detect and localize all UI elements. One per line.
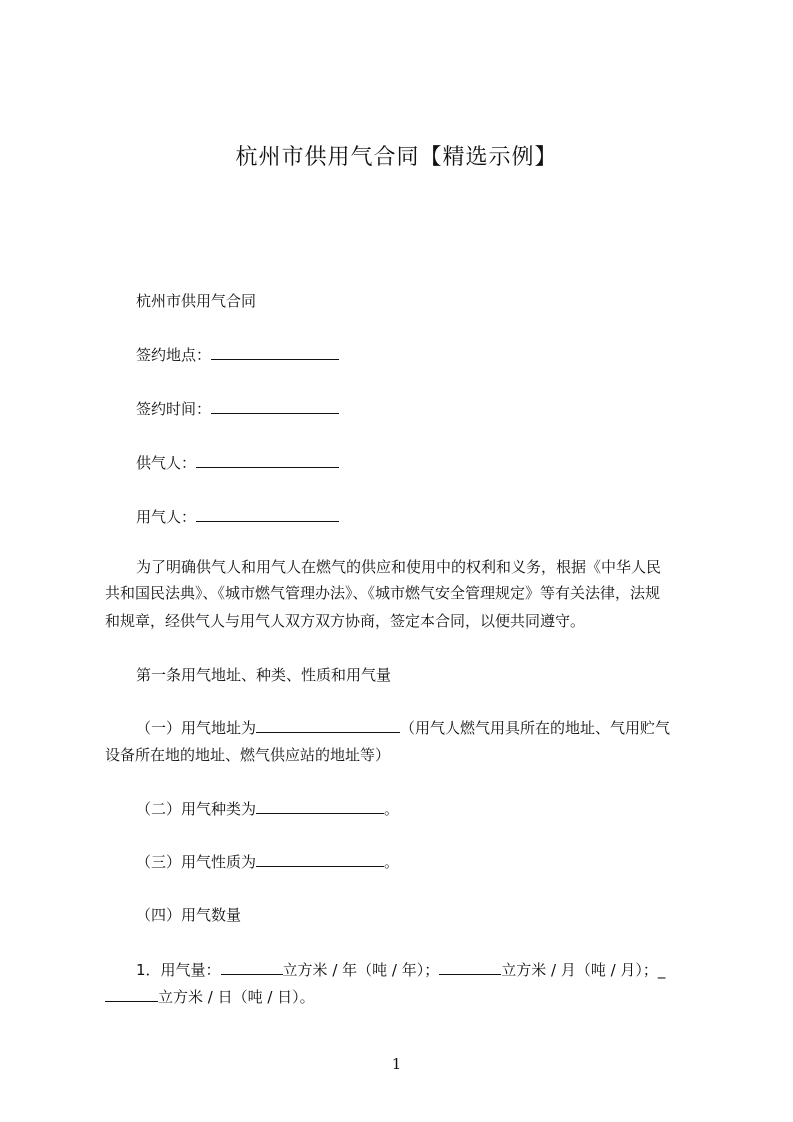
page-number: 1	[391, 1055, 402, 1073]
yearly-blank	[221, 957, 283, 975]
user-label: 用气人：	[136, 508, 197, 526]
item-3-prefix: （三）用气性质为	[136, 853, 257, 871]
article-1-item-2	[136, 794, 399, 824]
supplier-label: 供气人：	[136, 454, 197, 472]
signing-time-blank	[211, 396, 339, 414]
document-title: 杭州市供用气合同【精选示例】	[235, 145, 558, 170]
article-1-item-1-cont: 设备所在地的地址、燃气供应站的地址等）	[105, 746, 391, 764]
item-3-suffix: 。	[384, 853, 400, 871]
intro-line-3: 和规章，经供气人与用气人双方双方协商，签定本合同，以便共同遵守。	[105, 612, 586, 630]
article-1-item-3	[136, 847, 399, 877]
article-1-heading: 第一条用气地址、种类、性质和用气量	[136, 666, 392, 684]
gas-nature-blank	[256, 849, 384, 867]
item-1-suffix: （用气人燃气用具所在的地址、气用贮气	[400, 719, 671, 737]
signing-time-label: 签约时间：	[136, 400, 212, 418]
quantity-line-1	[136, 955, 665, 985]
signing-time-field	[136, 394, 339, 424]
article-1-item-4: （四）用气数量	[136, 906, 242, 924]
signing-place-label: 签约地点：	[136, 346, 212, 364]
address-blank	[256, 715, 400, 733]
qty-yearly-unit: 立方米 / 年（吨 / 年）；	[282, 961, 440, 979]
gas-type-blank	[256, 796, 384, 814]
supplier-field	[136, 448, 339, 478]
article-1-item-1	[136, 713, 670, 743]
monthly-blank	[439, 957, 501, 975]
item-1-prefix: （一）用气地址为	[136, 719, 257, 737]
signing-place-field	[136, 340, 339, 370]
quantity-line-2	[105, 982, 315, 1012]
qty-daily-unit: 立方米 / 日（吨 / 日）。	[158, 988, 315, 1006]
signing-place-blank	[211, 342, 339, 360]
contract-name: 杭州市供用气合同	[136, 292, 257, 310]
intro-line-2: 共和国民法典》、《城市燃气管理办法》、《城市燃气安全管理规定》等有关法律，法规	[105, 584, 661, 602]
user-field	[136, 502, 339, 532]
qty-monthly-unit: 立方米 / 月（吨 / 月）；_	[501, 961, 666, 979]
supplier-blank	[196, 450, 339, 468]
intro-line-1: 为了明确供气人和用气人在燃气的供应和使用中的权利和义务，根据《中华人民	[136, 558, 662, 576]
user-blank	[196, 504, 339, 522]
item-2-suffix: 。	[384, 800, 400, 818]
qty-label: 1．用气量：	[136, 961, 221, 979]
item-2-prefix: （二）用气种类为	[136, 800, 257, 818]
daily-blank	[105, 984, 158, 1002]
